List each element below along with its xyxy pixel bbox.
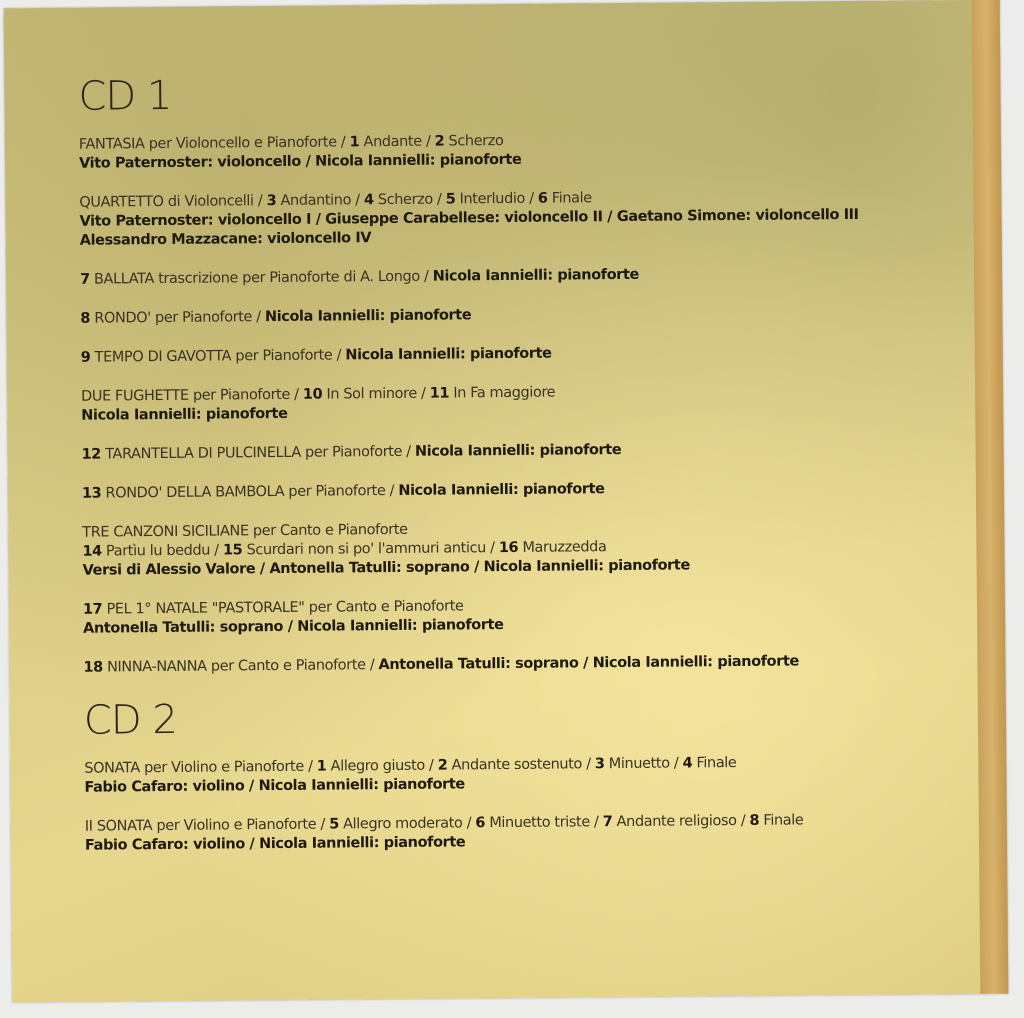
light-text: TRE CANZONI SICILIANE per Canto e Pianoforte (82, 521, 408, 541)
light-text: Andante religioso / (612, 812, 750, 831)
bold-text: 7 (602, 814, 613, 831)
bold-text: 15 (222, 542, 243, 559)
bold-text: Antonella Tatulli: soprano / Nicola Iannielli: pianoforte (378, 653, 799, 674)
light-text: RONDO' per Pianoforte / (90, 309, 266, 327)
bold-text: 4 (363, 192, 374, 209)
track-entry (85, 810, 945, 856)
bold-text: 2 (437, 757, 448, 774)
light-text: Minuetto / (604, 755, 683, 773)
bold-text: Antonella Tatulli: soprano / Nicola Iannielli: pianoforte (83, 617, 504, 637)
track-line (82, 438, 942, 465)
light-text: NINNA-NANNA per Canto e Pianoforte / (102, 657, 379, 676)
bold-text: 3 (594, 756, 605, 773)
track-entry (82, 516, 942, 581)
bold-text: Nicola Iannielli: pianoforte (264, 307, 472, 326)
light-text: II SONATA per Violino e Pianoforte / (84, 816, 330, 835)
track-entry (82, 477, 942, 504)
light-text: Finale (759, 812, 804, 829)
light-text: In Fa maggiore (449, 384, 556, 402)
tracklist (78, 66, 945, 875)
light-text: BALLATA trascrizione per Pianoforte di A. Longo / (89, 268, 433, 288)
light-text: PEL 1° NATALE "PASTORALE" per Canto e Pianoforte (102, 598, 464, 618)
track-entry (79, 186, 939, 251)
bold-text: 6 (475, 815, 486, 832)
bold-text: 3 (266, 192, 277, 210)
bold-text: 16 (498, 539, 519, 557)
track-line (81, 341, 941, 368)
light-text: DUE FUGHETTE per Pianoforte / (81, 386, 303, 405)
light-text: Allegro moderato / (338, 815, 476, 833)
bold-text: 12 (81, 446, 102, 463)
bold-text: Nicola Iannielli: pianoforte (414, 441, 622, 460)
bold-text: 8 (80, 310, 91, 327)
bold-text: 11 (429, 385, 450, 402)
light-text: RONDO' DELLA BAMBOLA per Pianoforte / (101, 482, 399, 502)
cd1-track-list (79, 128, 944, 677)
track-entry (81, 341, 941, 368)
bold-text: Versi di Alessio Valore / Antonella Tatulli: soprano / Nicola Iannielli: pianoforte (82, 557, 690, 579)
bold-text: 2 (434, 133, 445, 150)
bold-text: 5 (445, 191, 456, 208)
bold-text: Nicola Iannielli: pianoforte (398, 481, 605, 499)
track-line (82, 477, 942, 504)
bold-text: Fabio Cafaro: violino / Nicola Iannielli: pianoforte (84, 776, 465, 796)
track-entry (81, 380, 941, 426)
bold-text: Vito Paternoster: violoncello / Nicola Iannielli: pianoforte (78, 151, 522, 172)
bold-text: 7 (79, 271, 90, 288)
light-text: Scherzo / (373, 191, 446, 209)
cd2-title: CD 2 (83, 696, 178, 744)
track-entry (84, 752, 944, 798)
track-entry (80, 302, 940, 329)
bold-text: 8 (749, 812, 760, 829)
light-text: Scurdari non si po' l'ammuri anticu / (242, 540, 499, 559)
track-line (80, 263, 940, 290)
light-text: FANTASIA per Violoncello e Pianoforte / (78, 134, 350, 153)
cd1-title: CD 1 (78, 72, 172, 120)
bold-text: 4 (682, 755, 693, 772)
bold-text: Nicola Iannielli: pianoforte (432, 266, 640, 285)
booklet-page (4, 0, 1009, 1002)
light-text: Finale (692, 754, 737, 772)
track-entry (83, 593, 943, 639)
bold-text: 13 (81, 485, 102, 502)
light-text: Allegro giusto / (326, 757, 438, 775)
track-entry (83, 651, 943, 678)
bold-text: Vito Paternoster: violoncello I / Giuseppe Carabellese: violoncello II / Gaetano Simone: violoncello III (79, 206, 859, 230)
bold-text: 14 (82, 543, 102, 560)
bold-text: Nicola Iannielli: pianoforte (81, 405, 288, 424)
track-entry (82, 438, 942, 465)
bold-text: 9 (80, 349, 91, 366)
light-text: TARANTELLA DI PULCINELLA per Pianoforte / (100, 443, 416, 463)
light-text: Partìu lu beddu / (101, 542, 224, 560)
light-text: Scherzo (444, 133, 504, 150)
bold-text: 1 (349, 134, 360, 151)
light-text: Interludio / (455, 190, 538, 208)
light-text: Finale (547, 190, 592, 207)
bold-text: Nicola Iannielli: pianoforte (345, 345, 552, 364)
light-text: Andante sostenuto / (447, 756, 595, 774)
light-text: Minuetto triste / (485, 814, 603, 832)
light-text: QUARTETTO di Violoncelli / (79, 193, 267, 211)
track-line (83, 651, 943, 678)
light-text: Andante / (359, 133, 435, 151)
bold-text: 1 (316, 758, 327, 775)
light-text: TEMPO DI GAVOTTA per Pianoforte / (90, 347, 346, 366)
light-text: SONATA per Violino e Pianoforte / (84, 758, 317, 777)
bold-text: 10 (302, 386, 323, 403)
track-entry (80, 263, 940, 290)
light-text: Andantino / (276, 192, 365, 209)
bold-text: 18 (83, 659, 103, 676)
light-text: In Sol minore / (322, 385, 430, 403)
booklet-spine (972, 0, 1009, 994)
cd2-track-list (84, 752, 945, 856)
bold-text: 5 (329, 816, 339, 833)
track-line (80, 302, 940, 329)
light-text: Maruzzedda (518, 539, 607, 556)
bold-text: 17 (82, 601, 103, 618)
bold-text: Alessandro Mazzacane: violoncello IV (79, 230, 372, 249)
bold-text: Fabio Cafaro: violino / Nicola Iannielli: pianoforte (84, 834, 466, 854)
bold-text: 6 (537, 190, 548, 207)
track-entry (79, 128, 939, 174)
